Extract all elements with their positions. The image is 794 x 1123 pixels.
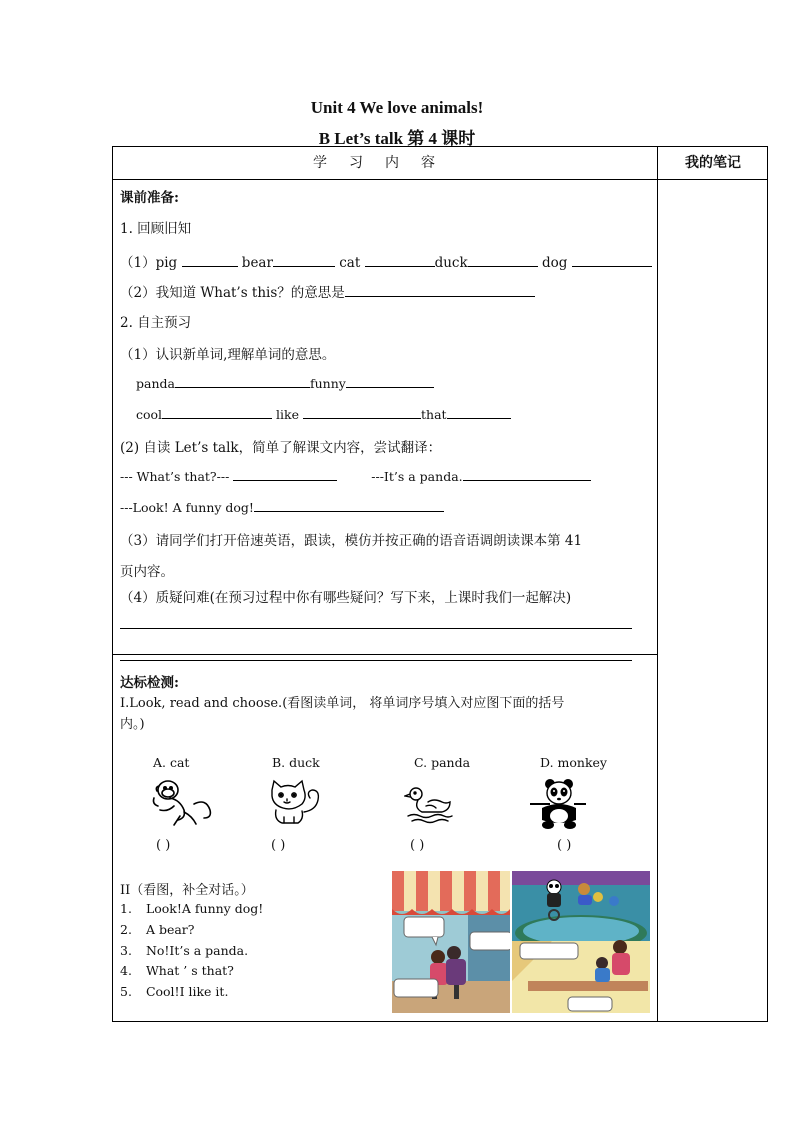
answer-blank[interactable] xyxy=(468,254,538,267)
answer-bracket[interactable]: ( ) xyxy=(271,838,286,853)
answer-blank[interactable] xyxy=(162,406,272,419)
answer-blank[interactable] xyxy=(175,375,310,388)
option-number: 4. xyxy=(120,963,132,978)
option-number: 1. xyxy=(120,901,132,916)
dialog-its-a-panda: ---It’s a panda. xyxy=(371,469,463,484)
preview-heading: 2. 自主预习 xyxy=(120,315,192,331)
option-number: 5. xyxy=(120,984,132,999)
answer-blank[interactable] xyxy=(463,468,591,481)
dialog-line-2 xyxy=(120,499,444,515)
option-text: Cool!I like it. xyxy=(145,984,229,999)
test-heading: 达标检测: xyxy=(120,675,179,691)
answer-blank[interactable] xyxy=(365,254,435,267)
cat-picture xyxy=(266,778,324,826)
review-q1-label: （1） xyxy=(120,255,156,271)
dialog-option-4 xyxy=(120,963,234,978)
vocab-row-2 xyxy=(136,406,511,422)
dialog-option-1 xyxy=(120,901,263,916)
dialog-option-5 xyxy=(120,984,228,999)
word-pig: pig xyxy=(155,255,178,271)
dialog-line-1 xyxy=(120,468,591,484)
dialog-funny-dog: ---Look! A funny dog! xyxy=(120,500,254,515)
dialog-option-2 xyxy=(120,922,194,937)
review-question-1 xyxy=(120,251,652,271)
dialog-option-3 xyxy=(120,943,248,958)
vocab-cool: cool xyxy=(136,407,163,422)
writing-line[interactable] xyxy=(120,660,632,661)
review-q2-text: （2）我知道 What’s this？的意思是 xyxy=(120,285,345,301)
part1-instruction-line-2: 内。) xyxy=(120,717,145,732)
part1-instruction-line-1: I.Look, read and choose.(看图读单词， 将单词序号填入对应图下面的括号 xyxy=(120,696,565,711)
dialogue-scene-picture xyxy=(392,871,650,1013)
monkey-picture xyxy=(150,776,214,828)
preview-question-4: （4）质疑问难(在预习过程中你有哪些疑问？写下来，上课时我们一起解决) xyxy=(120,590,572,606)
preview-question-2: (2) 自读 Let’s talk，简单了解课文内容，尝试翻译： xyxy=(120,440,442,456)
duck-picture xyxy=(404,784,454,824)
page-subtitle: B Let’s talk 第 4 课时 xyxy=(318,129,476,148)
dialog-whats-that: --- What’s that?--- xyxy=(120,469,230,484)
option-text: What ’ s that? xyxy=(145,963,234,978)
notes-column-header: 我的笔记 xyxy=(685,155,741,171)
answer-bracket[interactable]: ( ) xyxy=(410,838,425,853)
answer-blank[interactable] xyxy=(447,406,511,419)
preview-question-3-line-1: （3）请同学们打开倍速英语，跟读，模仿并按正确的语音语调朗读课本第 41 xyxy=(120,533,583,549)
word-bear: bear xyxy=(241,255,273,271)
page-title: Unit 4 We love animals! xyxy=(310,98,484,117)
review-question-2 xyxy=(120,281,535,301)
answer-blank[interactable] xyxy=(254,499,444,512)
answer-blank[interactable] xyxy=(345,284,535,297)
vocab-panda: panda xyxy=(136,376,175,391)
part2-heading: II（看图，补全对话。） xyxy=(120,883,254,898)
option-text: Look!A funny dog! xyxy=(145,901,264,916)
vocab-that: that xyxy=(421,407,447,422)
answer-blank[interactable] xyxy=(182,254,238,267)
word-cat: cat xyxy=(339,255,361,271)
section-divider xyxy=(113,654,658,655)
writing-line[interactable] xyxy=(120,628,632,629)
vocab-funny: funny xyxy=(309,376,346,391)
option-d: D. monkey xyxy=(540,755,607,770)
vocab-like: like xyxy=(276,407,300,422)
option-text: A bear? xyxy=(145,922,195,937)
vocab-row-1 xyxy=(136,375,434,391)
option-a: A. cat xyxy=(153,755,190,770)
option-number: 3. xyxy=(120,943,132,958)
word-duck: duck xyxy=(434,255,468,271)
notes-area[interactable] xyxy=(658,180,768,1021)
pre-class-heading: 课前准备: xyxy=(120,190,179,206)
word-dog: dog xyxy=(541,255,568,271)
answer-blank[interactable] xyxy=(233,468,337,481)
option-b: B. duck xyxy=(272,755,320,770)
preview-question-3-line-2: 页内容。 xyxy=(120,564,174,580)
answer-blank[interactable] xyxy=(303,406,421,419)
option-number: 2. xyxy=(120,922,132,937)
content-column-header: 学习内容 xyxy=(313,155,457,171)
review-heading: 1. 回顾旧知 xyxy=(120,221,192,237)
panda-picture xyxy=(528,778,588,830)
preview-question-1: （1）认识新单词,理解单词的意思。 xyxy=(120,347,336,363)
answer-blank[interactable] xyxy=(346,375,434,388)
answer-blank[interactable] xyxy=(572,254,652,267)
answer-bracket[interactable]: ( ) xyxy=(557,838,572,853)
option-c: C. panda xyxy=(414,755,471,770)
answer-bracket[interactable]: ( ) xyxy=(156,838,171,853)
option-text: No!It’s a panda. xyxy=(145,943,249,958)
answer-blank[interactable] xyxy=(273,254,335,267)
